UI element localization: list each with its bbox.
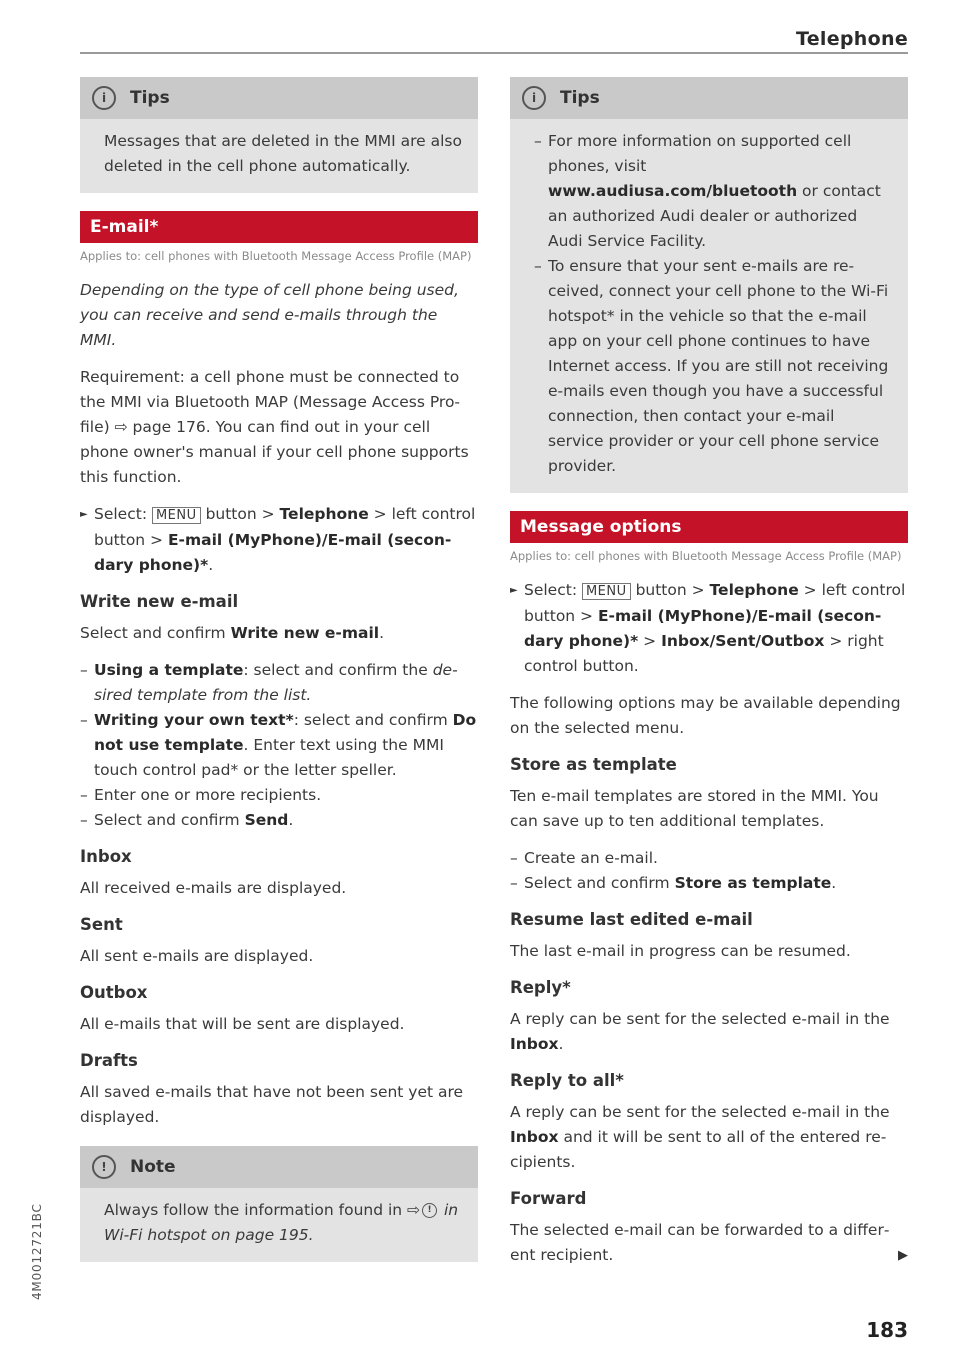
list-item [510,871,908,896]
tips-title: Tips [130,88,170,108]
li-text: . [288,811,294,829]
step-prefix: Select: [94,505,152,523]
message-options-title: Message options [510,511,908,543]
step-text: > left control button > [524,581,906,625]
inbox-heading: Inbox [80,847,132,866]
list-item [80,658,478,708]
write-text-c: . [379,624,385,642]
continue-arrow-icon: ▶ [898,1248,908,1263]
info-icon: i [92,86,116,110]
li-bold: Do not use template [94,711,477,754]
email-section-title: E-mail* [80,211,478,243]
step-text: > [638,632,662,650]
following-text: The following options may be available depending on the selected menu. [510,694,901,737]
step-text: button > [200,505,280,523]
li-text: : select and confirm the [243,661,433,679]
li-italic: desired template from the list. [94,661,458,704]
store-heading: Store as template [510,755,677,774]
reply-text-b: Inbox [510,1035,559,1053]
reply-all-text-b: Inbox [510,1128,559,1146]
inbox-text: All received e-mails are displayed. [80,879,347,897]
note-box [80,1146,478,1262]
applies-to: Applies to: cell phones with Bluetooth Message Access Profile (MAP) [510,549,902,563]
list-item [80,708,478,783]
step-text: . [208,556,214,574]
li-text: . [831,874,837,892]
step-text: button > [630,581,710,599]
list-item: – To ensure that your sent e-mails are received, connect your cell phone to the Wi-Fi hotspot* in the vehicle so that the e-mail app on your cell phone continues to have Internet access. If you are still not receiving e-mails even though you have a successful connection, then contact your e-mail service provider or your cell phone service provider. [534,254,892,479]
step-email: E-mail (MyPhone)/E-mail (secondary phone)* [94,531,452,574]
drafts-text: All saved e-mails that have not been sent yet are displayed. [80,1083,464,1126]
note-header [80,1146,478,1188]
info-icon: i [522,86,546,110]
warning-icon: ! [92,1155,116,1179]
applies-to: Applies to: cell phones with Bluetooth Message Access Profile (MAP) [80,249,472,263]
reply-text-c: . [558,1035,564,1053]
outbox-heading: Outbox [80,983,148,1002]
tips-title: Tips [560,88,600,108]
tip-text: For more information on supported cell phones, visit [548,132,852,175]
document-code: 4M0012721BC [30,1203,44,1300]
forward-text [510,1218,908,1268]
li-text: Select and confirm [94,811,245,829]
list-item [534,129,892,254]
tips-box-right [510,77,908,493]
tips-header [80,77,478,119]
tips-box [80,77,478,193]
resume-heading: Resume last edited e-mail [510,910,753,929]
right-column [510,77,908,1280]
write-steps [80,658,478,833]
sent-text: All sent e-mails are displayed. [80,947,314,965]
page-number: 183 [866,1318,908,1342]
select-step [510,578,908,679]
sent-heading: Sent [80,915,123,934]
tip-link: www.audiusa.com/bluetooth [548,182,798,200]
step-box: Inbox/Sent/Outbox [661,632,825,650]
select-step [80,502,478,578]
li-text: . Enter text using the MMI touch control pad* or the letter speller. [94,736,444,779]
note-inline-icon: ! [422,1203,437,1218]
reply-all-text-c: and it will be sent to all of the entered recipients. [510,1128,887,1171]
menu-key: MENU [152,507,201,524]
reply-all-heading: Reply to all* [510,1071,624,1090]
tip-text: or contact an authorized Audi dealer or authorized Audi Service Facility. [548,182,881,250]
forward-text-body: The selected e-mail can be forwarded to a different recipient. [510,1221,890,1264]
step-telephone: Telephone [709,581,799,599]
tips-list [522,129,892,479]
li-bold: Store as template [674,874,832,892]
li-bold: Using a template [94,661,244,679]
list-item: – Enter one or more recipients. [80,783,478,808]
reply-heading: Reply* [510,978,571,997]
forward-heading: Forward [510,1189,587,1208]
li-text: : select and confirm [293,711,453,729]
note-text-b: in Wi-Fi hotspot on page 195. [104,1201,459,1244]
menu-key: MENU [582,583,631,600]
requirement-text: Requirement: a cell phone must be connected to the MMI via Bluetooth MAP (Message Access Profile) ⇨ page 176. You can find out in your cell phone owner's manual if your cell phone supports this function. [80,368,469,486]
li-bold: Send [244,811,289,829]
section-title: Telephone [795,28,908,50]
intro-text: Depending on the type of cell phone being used, you can receive and send e-mails through the MMI. [80,281,459,349]
note-text-a: Always follow the information found in ⇨ [104,1201,421,1219]
outbox-text: All e-mails that will be sent are displayed. [80,1015,405,1033]
step-text: > right control button. [524,632,884,675]
write-text-b: Write new e-mail [230,624,380,642]
list-item [80,808,478,833]
write-heading: Write new e-mail [80,592,239,611]
reply-text-a: A reply can be sent for the selected e-mail in the [510,1010,890,1028]
left-column [80,77,478,1280]
list-item: – Create an e-mail. [510,846,908,871]
reply-all-text-a: A reply can be sent for the selected e-mail in the [510,1103,890,1121]
resume-text: The last e-mail in progress can be resumed. [510,942,851,960]
header-divider [80,52,908,54]
reply-text [510,1007,908,1057]
store-steps [510,846,908,896]
li-text: Select and confirm [524,874,675,892]
step-text: > left control button > [94,505,476,549]
write-text [80,621,478,646]
step-email: E-mail (MyPhone)/E-mail (secondary phone)* [524,607,882,650]
store-text: Ten e-mail templates are stored in the MMI. You can save up to ten additional templates. [510,787,879,830]
li-bold: Writing your own text* [94,711,294,729]
tips-text: Messages that are deleted in the MMI are also deleted in the cell phone automatically. [104,132,462,175]
write-text-a: Select and confirm [80,624,231,642]
step-telephone: Telephone [279,505,369,523]
note-title: Note [130,1157,176,1177]
reply-all-text [510,1100,908,1175]
note-text [92,1198,462,1248]
tips-header [510,77,908,119]
step-prefix: Select: [524,581,582,599]
drafts-heading: Drafts [80,1051,138,1070]
